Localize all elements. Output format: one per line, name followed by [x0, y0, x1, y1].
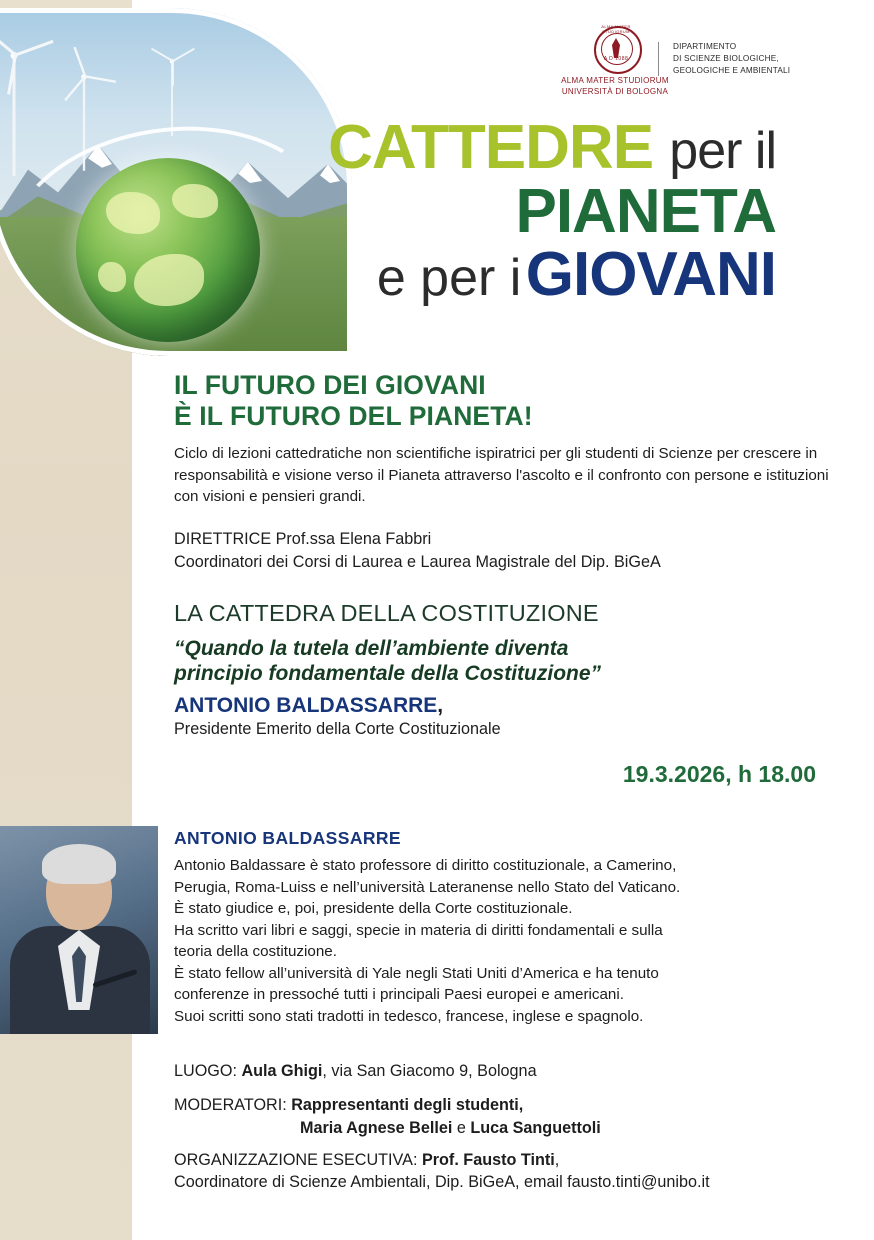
title-word-giovani: GIOVANI: [525, 240, 776, 310]
title-word-pianeta: PIANETA: [515, 176, 776, 246]
lecture-quote: [174, 636, 834, 686]
title-line-3: [120, 240, 776, 310]
speaker-role: Presidente Emerito della Corte Costituzionale: [174, 720, 501, 739]
organization-name: Prof. Fausto Tinti: [421, 1151, 555, 1170]
moderators-conjunction: e: [452, 1118, 471, 1137]
venue-label: LUOGO:: [174, 1062, 242, 1080]
bio-name: ANTONIO BALDASSARRE: [174, 828, 402, 848]
moderators-line-2: [174, 1117, 834, 1139]
speaker-name-text: ANTONIO BALDASSARRE: [174, 694, 438, 718]
moderator-name-2: Luca Sanguettoli: [470, 1118, 601, 1137]
event-date: 19.3.2026, h 18.00: [622, 761, 816, 788]
bio-line-6: È stato fellow all’università di Yale negli Stati Uniti d’America e ha tenuto: [174, 964, 659, 982]
bio-line-4: Ha scritto vari libri e saggi, specie in materia di diritti fondamentali e sulla: [174, 921, 663, 939]
moderators-label: MODERATORI:: [174, 1096, 292, 1115]
bio-line-7: conferenze in pressoché tutti i principali Paesi europei e americani.: [174, 986, 624, 1004]
speaker-comma: ,: [437, 694, 444, 718]
unibo-line-2: UNIVERSITÀ DI BOLOGNA: [561, 86, 669, 96]
dept-line-2: DI SCIENZE BIOLOGICHE,: [673, 54, 779, 64]
direction-block: [174, 528, 834, 574]
venue-row: [174, 1060, 834, 1082]
intro-paragraph: Ciclo di lezioni cattedratiche non scientifiche ispiratrici per gli studenti di Scienze per crescere in responsabilità e visione verso il Pianeta attraverso l'ascolto e il confronto con persone e istituzioni con visioni e pensieri grandi.: [174, 445, 829, 506]
venue-address: , via San Giacomo 9, Bologna: [322, 1062, 537, 1080]
moderators-value: Rappresentanti degli studenti,: [291, 1096, 524, 1115]
bio-line-5: teoria della costituzione.: [174, 943, 337, 961]
speaker-bio: [174, 828, 834, 1028]
poster-title: [120, 113, 832, 310]
dept-line-3: GEOLOGICHE E AMBIENTALI: [673, 65, 791, 75]
organization-line-2: Coordinatore di Scienze Ambientali, Dip. BiGeA, email fausto.tinti@unibo.it: [174, 1173, 710, 1192]
organization-comma: ,: [554, 1151, 560, 1170]
headline: [174, 370, 834, 432]
bio-line-2: Perugia, Roma-Luiss e nell’università Lateranense nello Stato del Vaticano.: [174, 878, 681, 896]
direction-line-2: Coordinatori dei Corsi di Laurea e Laurea Magistrale del Dip. BiGeA: [174, 552, 661, 571]
organization-row: [174, 1149, 834, 1194]
direction-line-1: DIRETTRICE Prof.ssa Elena Fabbri: [174, 529, 432, 548]
unibo-wordmark: [556, 76, 674, 98]
organization-label: ORGANIZZAZIONE ESECUTIVA:: [174, 1151, 422, 1170]
bio-line-8: Suoi scritti sono stati tradotti in tedesco, francese, inglese e spagnolo.: [174, 1008, 644, 1026]
quote-line-2: principio fondamentale della Costituzione”: [174, 661, 602, 685]
venue-name: Aula Ghigi: [241, 1062, 323, 1080]
dept-line-1: DIPARTIMENTO: [673, 42, 737, 52]
bio-line-3: È stato giudice e, poi, presidente della Corte costituzionale.: [174, 900, 573, 918]
event-info: [174, 1060, 834, 1206]
series-title: LA CATTEDRA DELLA COSTITUZIONE: [174, 599, 599, 626]
speaker-photo: [0, 826, 158, 1034]
title-word-peril: per il: [669, 122, 776, 180]
unibo-seal-icon: [561, 24, 669, 96]
title-word-cattedre: CATTEDRE: [328, 113, 654, 182]
bio-line-1: Antonio Baldassare è stato professore di diritto costituzionale, a Camerino,: [174, 857, 677, 874]
quote-line-1: “Quando la tutela dell’ambiente diventa: [174, 636, 569, 660]
poster-body: [174, 370, 834, 788]
bio-text: [174, 855, 834, 1028]
title-word-eperi: e per i: [376, 249, 522, 308]
headline-line-1: IL FUTURO DEI GIOVANI: [174, 370, 486, 400]
moderators-row: [174, 1094, 834, 1139]
seal-top-text: ALMA MATER STUDIORUM: [601, 24, 631, 34]
unibo-logo: [561, 24, 791, 96]
headline-line-2: È IL FUTURO DEL PIANETA!: [174, 401, 533, 431]
title-line-1: [120, 113, 776, 182]
department-name: [673, 41, 790, 77]
logo-divider: [658, 42, 659, 76]
speaker-name: [174, 694, 834, 718]
seal-ad-text: A D 1088: [603, 56, 629, 62]
moderator-name-1: Maria Agnese Bellei: [300, 1118, 453, 1137]
unibo-line-1: ALMA MATER STUDIORUM: [561, 76, 669, 85]
